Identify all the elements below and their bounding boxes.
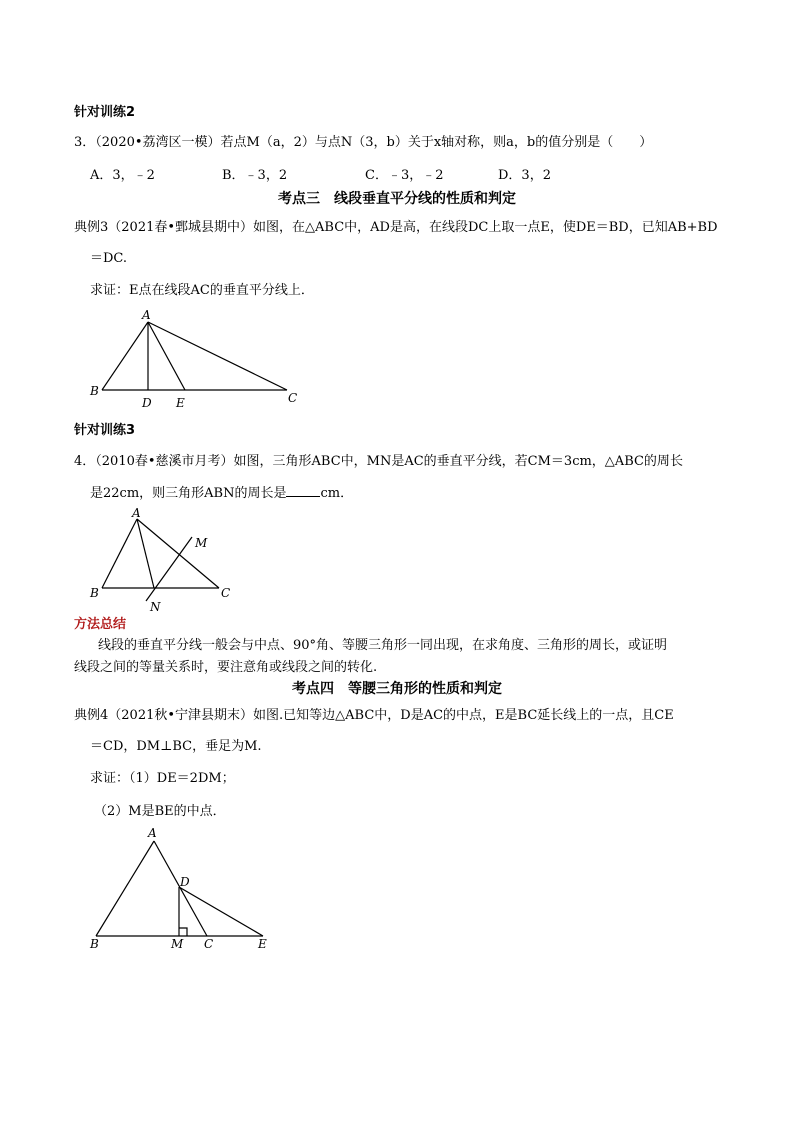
right-angle-marker xyxy=(179,928,187,936)
label-e: E xyxy=(258,937,267,951)
label-b: B xyxy=(90,937,99,951)
example-4-line-1: 典例4（2021秋•宁津县期末）如图.已知等边△ABC中，D是AC的中点，E是BC延长线上的一点，且CE xyxy=(74,708,674,723)
example-4-figure xyxy=(82,824,282,954)
q4-text-before-blank: 是22cm，则三角形ABN的周长是 xyxy=(90,486,287,501)
segment-ab xyxy=(102,519,137,588)
label-a: A xyxy=(132,506,141,520)
q3-option-c: C．﹣3，﹣2 xyxy=(365,168,444,183)
label-c: C xyxy=(221,586,231,600)
section-3-title: 考点三 线段垂直平分线的性质和判定 xyxy=(278,191,516,207)
label-a: A xyxy=(142,308,151,322)
label-e: E xyxy=(176,396,185,410)
q4-text-after-blank: cm． xyxy=(320,486,354,501)
label-n: N xyxy=(150,600,161,614)
segment-ac xyxy=(148,322,287,390)
label-d: D xyxy=(142,396,152,410)
example-4-line-2: ＝CD，DM⊥BC，垂足为M. xyxy=(90,739,262,754)
method-summary-title: 方法总结 xyxy=(74,617,127,632)
segment-de xyxy=(179,887,263,936)
example-4-proof-1: 求证：（1）DE＝2DM； xyxy=(90,771,235,786)
method-summary-line-1: 线段的垂直平分线一般会与中点、90°角、等腰三角形一同出现，在求角度、三角形的周长，或证明 xyxy=(98,638,668,653)
training-2-heading: 针对训练2 xyxy=(74,105,136,120)
q3-option-d: D．3，2 xyxy=(498,168,551,183)
segment-ab xyxy=(102,322,148,390)
label-m: M xyxy=(195,536,208,550)
question-4-line-2 xyxy=(90,486,353,502)
example-4-proof-2: （2）M是BE的中点． xyxy=(94,804,226,819)
answer-blank[interactable] xyxy=(286,486,320,497)
label-b: B xyxy=(90,586,99,600)
segment-ac xyxy=(137,519,219,588)
label-b: B xyxy=(90,384,99,398)
question-3-text: 3．（2020•荔湾区一模）若点M（a，2）与点N（3，b）关于x轴对称，则a，b的值分别是（ ） xyxy=(74,135,653,150)
segment-ab xyxy=(96,841,154,936)
q3-option-b: B．﹣3，2 xyxy=(222,168,288,183)
example-3-line-2: ＝DC. xyxy=(90,251,128,266)
label-d: D xyxy=(180,875,190,889)
training-3-heading: 针对训练3 xyxy=(74,423,136,438)
example-3-figure xyxy=(82,305,312,415)
label-a: A xyxy=(148,826,157,840)
example-3-proof: 求证：E点在线段AC的垂直平分线上． xyxy=(90,283,314,298)
q3-option-a: A．3，﹣2 xyxy=(90,168,155,183)
label-c: C xyxy=(288,391,298,405)
segment-an xyxy=(137,519,154,588)
label-m: M xyxy=(171,937,184,951)
segment-ae xyxy=(148,322,185,390)
example-3-line-1: 典例3（2021春•鄄城县期中）如图，在△ABC中，AD是高，在线段DC上取一点E，使DE＝BD，已知AB+BD xyxy=(74,220,718,235)
question-4-line-1: 4．（2010春•慈溪市月考）如图，三角形ABC中，MN是AC的垂直平分线，若CM＝3cm，△ABC的周长 xyxy=(74,454,683,469)
method-summary-line-2: 线段之间的等量关系时，要注意角或线段之间的转化. xyxy=(74,660,378,675)
question-4-figure xyxy=(82,505,242,615)
label-c: C xyxy=(204,937,214,951)
section-4-title: 考点四 等腰三角形的性质和判定 xyxy=(292,681,502,697)
